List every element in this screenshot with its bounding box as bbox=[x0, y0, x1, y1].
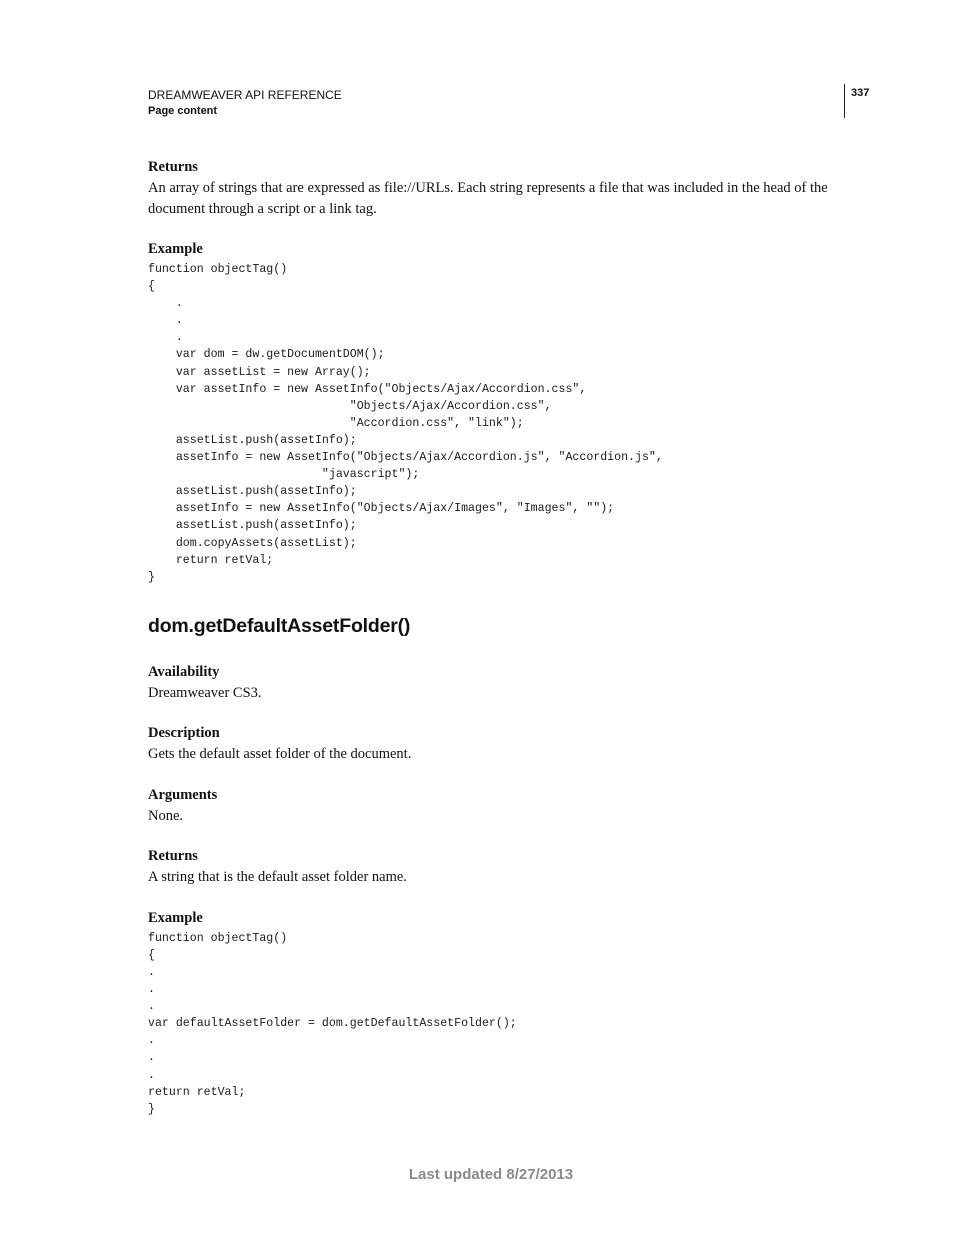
arguments-text: None. bbox=[148, 807, 184, 824]
arguments-label: Arguments bbox=[148, 786, 218, 803]
header-divider bbox=[844, 84, 845, 118]
header-title: DREAMWEAVER API REFERENCE bbox=[148, 88, 342, 102]
function-returns-text: A string that is the default asset folder name. bbox=[148, 869, 407, 886]
description-label: Description bbox=[148, 725, 220, 742]
example-code-block: function objectTag() { . . . var dom = dw.getDocumentDOM(); var assetList = new Array(); var assetInfo = new AssetInfo("Objects/Ajax/Accordion.css", "Objects/Ajax/Accordion.css", "Accordion.css", "link"); assetList.push(assetInfo); assetInfo = new AssetInfo("Objects/Ajax/Accordion.js", "Accordion.js", "javascript"); assetList.push(assetInfo); assetInfo = new AssetInfo("Objects/Ajax/Images", "Images", ""); assetList.push(assetInfo); dom.copyAssets(assetList); return retVal; } bbox=[148, 263, 663, 584]
last-updated-text: Last updated 8/27/2013 bbox=[408, 1166, 574, 1183]
example-section bbox=[148, 239, 848, 586]
availability-text: Dreamweaver CS3. bbox=[148, 684, 262, 701]
header-subtitle: Page content bbox=[148, 105, 218, 117]
example-label: Example bbox=[148, 241, 203, 257]
function-example-label: Example bbox=[148, 909, 203, 926]
returns-text: An array of strings that are expressed as file://URLs. Each string represents a file that was included in the head of the document through a script or a link tag. bbox=[148, 180, 828, 217]
function-heading: dom.getDefaultAssetFolder() bbox=[148, 614, 411, 637]
availability-section bbox=[148, 662, 848, 704]
page-content bbox=[148, 157, 848, 1118]
function-returns-section bbox=[148, 846, 848, 888]
function-example-code-block: function objectTag() { . . . var defaultAssetFolder = dom.getDefaultAssetFolder(); . . . return retVal; } bbox=[148, 931, 517, 1116]
description-text: Gets the default asset folder of the document. bbox=[148, 746, 412, 763]
availability-label: Availability bbox=[148, 663, 220, 680]
returns-label: Returns bbox=[148, 159, 198, 175]
arguments-section bbox=[148, 785, 848, 827]
function-returns-label: Returns bbox=[148, 848, 198, 865]
description-section bbox=[148, 723, 848, 765]
function-example-section bbox=[148, 908, 848, 1118]
running-header bbox=[148, 87, 342, 119]
returns-section bbox=[148, 157, 848, 219]
page-footer bbox=[0, 1166, 954, 1183]
page-number: 337 bbox=[851, 87, 870, 99]
